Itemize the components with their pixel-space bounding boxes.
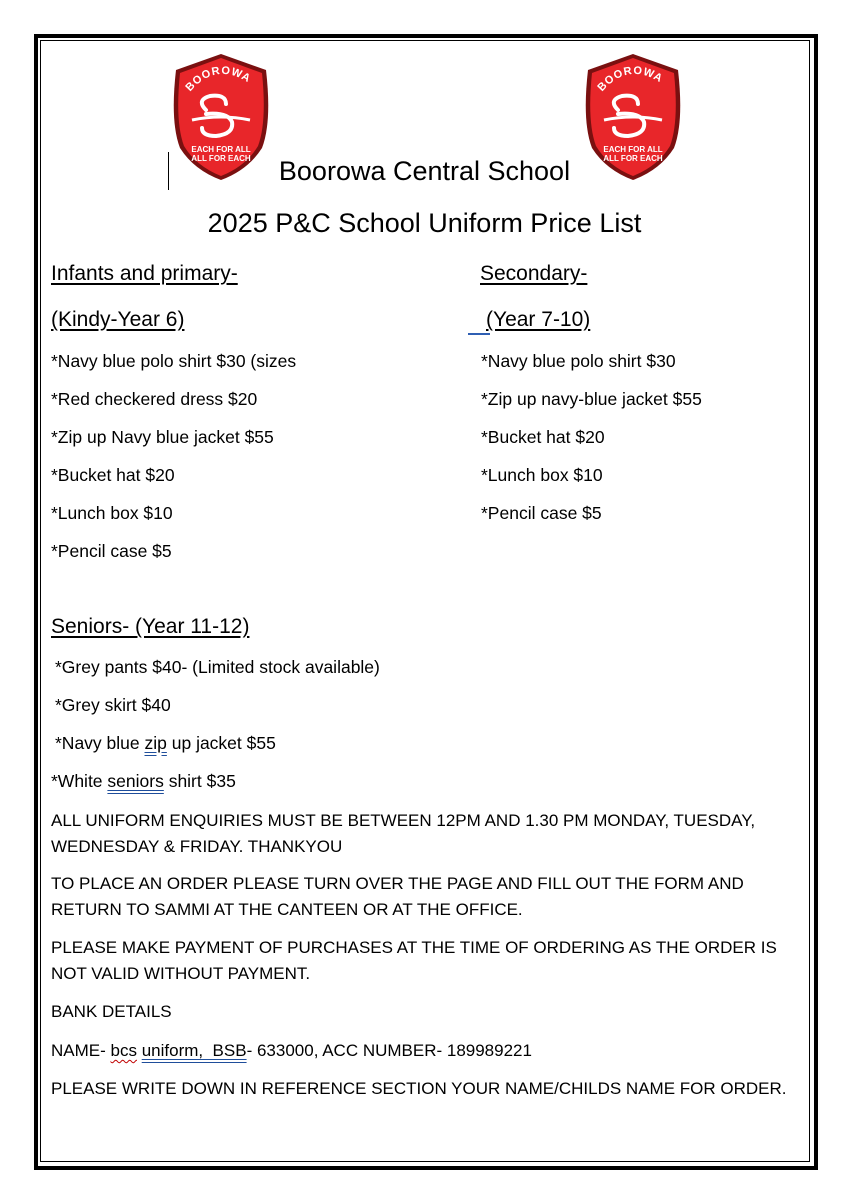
seniors-item-text: shirt $35 bbox=[163, 771, 236, 791]
seniors-heading: Seniors- (Year 11-12) bbox=[51, 615, 250, 638]
primary-item: *Lunch box $10 bbox=[51, 503, 173, 523]
crest-motto-1: EACH FOR ALL bbox=[191, 145, 251, 154]
reference-notice: PLEASE WRITE DOWN IN REFERENCE SECTION YOUR NAME/CHILDS NAME FOR ORDER. bbox=[51, 1079, 787, 1098]
crest-motto-1: EACH FOR ALL bbox=[603, 145, 663, 154]
primary-item: *Red checkered dress $20 bbox=[51, 389, 258, 409]
school-name: Boorowa Central School bbox=[278, 156, 571, 186]
seniors-item bbox=[51, 771, 236, 792]
primary-subheading: (Kindy-Year 6) bbox=[51, 308, 185, 331]
secondary-item: *Bucket hat $20 bbox=[481, 427, 605, 447]
secondary-item: *Lunch box $10 bbox=[481, 465, 603, 485]
bank-details-heading: BANK DETAILS bbox=[51, 1002, 172, 1021]
crest-motto-2: ALL FOR EACH bbox=[603, 154, 663, 163]
bank-account-text: - 633000, ACC NUMBER- 189989221 bbox=[246, 1041, 532, 1060]
seniors-item-marked-word: zip bbox=[144, 733, 167, 753]
payment-notice: PLEASE MAKE PAYMENT OF PURCHASES AT THE TIME OF ORDERING AS THE ORDER IS NOT VALID WITHOUT PAYMENT. bbox=[51, 938, 777, 983]
bank-name-word: bcs bbox=[110, 1041, 137, 1060]
primary-item: *Pencil case $5 bbox=[51, 541, 172, 561]
secondary-heading: Secondary- bbox=[480, 262, 588, 285]
crest-motto-2: ALL FOR EACH bbox=[191, 154, 251, 163]
price-list-title: 2025 P&C School Uniform Price List bbox=[207, 208, 642, 238]
order-notice: TO PLACE AN ORDER PLEASE TURN OVER THE PAGE AND FILL OUT THE FORM AND RETURN TO SAMMI AT THE CANTEEN OR AT THE OFFICE. bbox=[51, 874, 744, 919]
bank-name-marked: uniform, BSB bbox=[141, 1041, 247, 1060]
primary-item: *Navy blue polo shirt $30 (sizes bbox=[51, 351, 297, 371]
secondary-item: *Navy blue polo shirt $30 bbox=[481, 351, 676, 371]
enquiries-notice: ALL UNIFORM ENQUIRIES MUST BE BETWEEN 12PM AND 1.30 PM MONDAY, TUESDAY, WEDNESDAY & FRIDAY. THANKYOU bbox=[51, 811, 756, 856]
primary-item: *Zip up Navy blue jacket $55 bbox=[51, 427, 274, 447]
seniors-item-text: *White bbox=[51, 771, 108, 791]
secondary-subheading-marker bbox=[468, 333, 490, 335]
bank-name-prefix: NAME- bbox=[51, 1041, 111, 1060]
bank-details-line bbox=[51, 1038, 801, 1064]
seniors-item-text: *Navy blue bbox=[55, 733, 145, 753]
secondary-item: *Zip up navy-blue jacket $55 bbox=[481, 389, 702, 409]
secondary-subheading: (Year 7-10) bbox=[486, 308, 591, 331]
primary-item: *Bucket hat $20 bbox=[51, 465, 175, 485]
primary-heading: Infants and primary- bbox=[51, 262, 238, 285]
secondary-item: *Pencil case $5 bbox=[481, 503, 602, 523]
crest-arc-text: BOOROWA bbox=[183, 64, 254, 94]
seniors-item: *Grey skirt $40 bbox=[55, 695, 171, 715]
seniors-item-marked-word: seniors bbox=[107, 771, 164, 791]
crest-arc-text: BOOROWA bbox=[595, 64, 666, 94]
seniors-item bbox=[55, 733, 276, 754]
seniors-item-text: up jacket $55 bbox=[166, 733, 276, 753]
seniors-item: *Grey pants $40- (Limited stock available) bbox=[55, 657, 380, 677]
